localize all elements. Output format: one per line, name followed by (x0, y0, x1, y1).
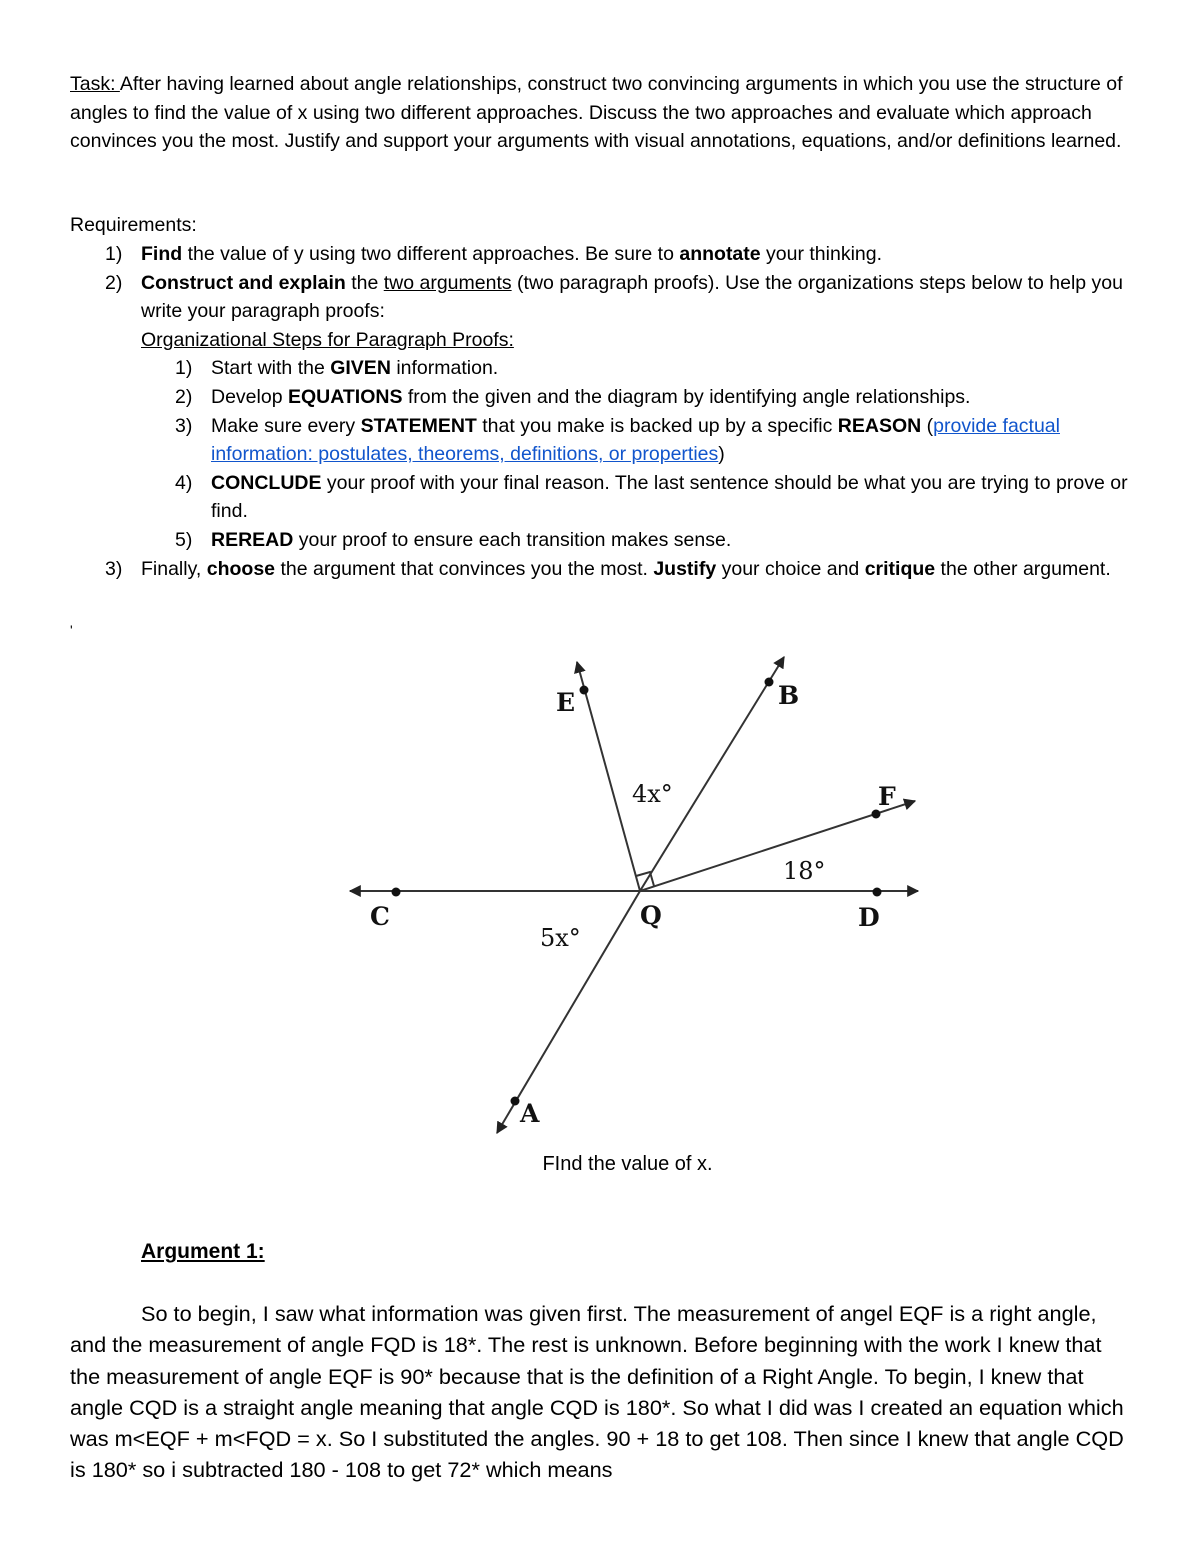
steps-title: Organizational Steps for Paragraph Proofs: (141, 328, 514, 351)
point-c (392, 888, 401, 897)
point-e (580, 686, 589, 695)
measure-5x: 5x° (540, 924, 581, 952)
stray-mark: ' (70, 622, 73, 638)
task-label: Task: (70, 73, 120, 95)
task-paragraph (70, 70, 1130, 156)
step-item-1: 1) Start with the GIVEN information. (0, 354, 1200, 383)
requirements-title: Requirements: (70, 214, 197, 236)
list-number: 2) (105, 271, 123, 294)
argument-1-body: So to begin, I saw what information was given first. The measurement of angel EQF is a right angle, and the measurement of angle FQD is 18*. The rest is unknown. Before beginning with the work I knew that the measurement of angle EQF is 90* because that is the definition of a Right Angle. To begin, I knew that angle CQD is a straight angle meaning that angle CQD is 180*. So what I did was I created an equation which was m<EQF + m<FQD = x. So I substituted the angles. 90 + 18 to get 108. Then since I knew that angle CQD is 180* so i subtracted 180 - 108 to get 72* which means (70, 1301, 1124, 1483)
list-number: 1) (175, 357, 193, 380)
requirement-item-1: 1) Find the value of y using two different approaches. Be sure to annotate your thinking. (0, 240, 1200, 269)
task-text: After having learned about angle relationships, construct two convincing arguments in which you use the structure of angles to find the value of x using two different approaches. Discuss the two approaches and evaluate which approach convinces you the most. Justify and support your arguments with visual annotations, equations, and/or definitions learned. (70, 73, 1123, 153)
label-f: F (878, 782, 896, 811)
step-item-3: 3) Make sure every STATEMENT that you make is backed up by a specific REASON (provide factual information: postulates, theorems, definitions, or properties) (0, 412, 1200, 469)
requirement-item-2: 2) Construct and explain the two arguments (two paragraph proofs). Use the organizations steps below to help you write your paragraph proofs: Organizational Steps for Paragraph Proofs: (0, 269, 1200, 355)
measure-4x: 4x° (632, 780, 673, 808)
figure-caption: FInd the value of x. (542, 1153, 713, 1175)
list-number: 2) (175, 385, 193, 408)
list-number: 3) (175, 414, 193, 437)
requirements-list (0, 240, 1200, 583)
list-number: 1) (105, 243, 123, 265)
measure-18: 18° (783, 857, 826, 885)
list-number: 5) (175, 528, 193, 551)
step-item-5: 5) REREAD your proof to ensure each transition makes sense. (0, 526, 1200, 555)
argument-1-title: Argument 1: (141, 1240, 265, 1263)
requirement-item-3: 3) Finally, choose the argument that convinces you the most. Justify your choice and critique the other argument. (0, 555, 1200, 584)
step-item-2: 2) Develop EQUATIONS from the given and the diagram by identifying angle relationships. (0, 383, 1200, 412)
label-e: E (556, 688, 576, 717)
list-number: 3) (105, 557, 123, 580)
point-d (873, 888, 882, 897)
label-q: Q (640, 901, 662, 930)
label-c: C (370, 902, 390, 931)
label-a: A (520, 1099, 540, 1128)
step-item-4: 4) CONCLUDE your proof with your final reason. The last sentence should be what you are trying to prove or find. (0, 469, 1200, 526)
angle-diagram (0, 640, 1200, 1150)
reason-link[interactable]: provide factual information: postulates, theorems, definitions, or properties (211, 414, 1060, 466)
point-a (511, 1097, 520, 1106)
label-b: B (778, 681, 800, 710)
ray-qb (640, 657, 784, 891)
ray-qe (577, 662, 640, 891)
point-b (765, 678, 774, 687)
label-d: D (858, 903, 880, 932)
list-number: 4) (175, 471, 193, 494)
